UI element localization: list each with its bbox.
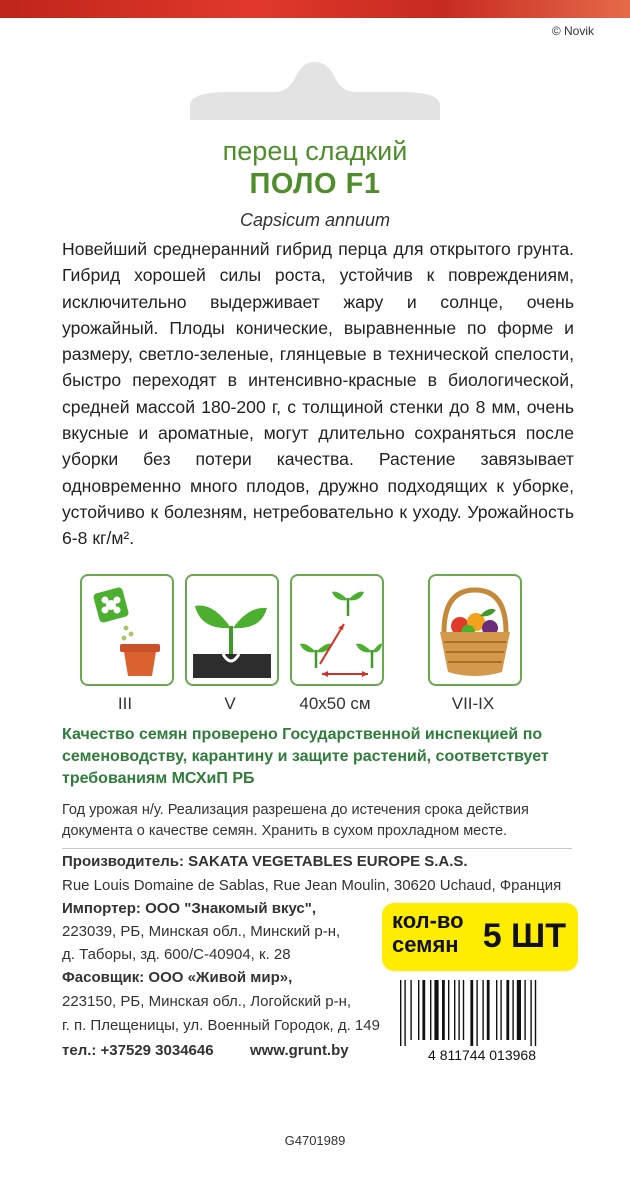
barcode-bar	[487, 980, 490, 1040]
website-link[interactable]: www.grunt.by	[250, 1042, 349, 1059]
seed-count-badge	[382, 903, 578, 971]
harvest-basket-icon	[428, 574, 522, 686]
icon-label-planting: 40x50 см	[299, 694, 371, 713]
producer-line	[62, 851, 468, 873]
seed-count-label-2: семян	[392, 932, 459, 957]
latin-name: Capsicum annuum	[239, 210, 391, 230]
product-title: ПОЛО F1	[249, 168, 381, 200]
importer-label	[62, 898, 316, 920]
top-red-band	[0, 0, 630, 18]
barcode-bar	[448, 980, 449, 1040]
packer-address-2: г. п. Плещеницы, ул. Военный Городок, д. 149	[62, 1017, 380, 1034]
product-subtitle: перец сладкий	[222, 136, 408, 166]
divider	[62, 848, 572, 849]
barcode-bar	[434, 980, 438, 1040]
hang-hole	[180, 60, 450, 120]
barcode	[388, 980, 576, 1062]
producer-address: Rue Louis Domaine de Sablas, Rue Jean Moulin, 30620 Uchaud, Франция	[62, 877, 562, 894]
phone: тел.: +37529 3034646	[62, 1042, 214, 1059]
harvest-note: Год урожая н/у. Реализация разрешена до истечения срока действия документа о качестве семян. Хранить в сухом прохладном месте.	[62, 802, 529, 839]
barcode-bar	[476, 980, 477, 1046]
sowing-pot-icon	[80, 574, 174, 686]
producer-name: SAKATA VEGETABLES EUROPE S.A.S.	[188, 853, 468, 870]
barcode-bar	[442, 980, 445, 1040]
barcode-bar	[454, 980, 455, 1040]
importer-address-2: д. Таборы, зд. 600/С-40904, к. 28	[62, 946, 291, 963]
icon-label-harvest: VII-IX	[451, 694, 495, 713]
importer-label-text: Импортер: ООО "Знакомый вкус",	[62, 900, 317, 917]
barcode-bar	[422, 980, 425, 1040]
barcode-bar	[400, 980, 401, 1046]
barcode-bar	[530, 980, 531, 1046]
seedling-icon	[185, 574, 279, 686]
barcode-bar	[404, 980, 405, 1046]
importer-address-1: 223039, РБ, Минская обл., Минский р-н,	[62, 923, 341, 940]
barcode-bar	[512, 980, 513, 1040]
seed-count-value: 5 ШТ	[482, 917, 566, 955]
icon-label-seedling: V	[224, 694, 236, 713]
barcode-bar	[458, 980, 459, 1040]
packer-label-text: Фасовщик: ООО «Живой мир»,	[62, 969, 293, 986]
barcode-bar	[410, 980, 411, 1040]
seed-count-label	[392, 909, 464, 957]
barcode-bar	[496, 980, 497, 1040]
packer-label	[62, 967, 292, 989]
packer-address-1: 223150, РБ, Минская обл., Логойский р-н,	[62, 993, 352, 1010]
barcode-bar	[470, 980, 473, 1046]
barcode-bar	[463, 980, 464, 1040]
product-code: G4701989	[284, 1133, 346, 1148]
planting-scheme-icon	[290, 574, 384, 686]
producer-label: Производитель:	[62, 853, 184, 870]
quality-note: Качество семян проверено Государственной инспекцией по семеноводству, карантину и защите растений, соответствует требованиям МСХиП РБ	[62, 726, 549, 787]
barcode-bar	[517, 980, 521, 1040]
icon-label-sowing: III	[117, 694, 133, 713]
barcode-bar	[500, 980, 501, 1040]
product-description: Новейший среднеранний гибрид перца для открытого грунта. Гибрид хорошей силы роста, устойчив к повреждениям, исключительно выдерживает жару и солнце, очень урожайный. Плоды конические, выравненные по форме и размеру, светло-зеленые, глянцевые в технической спелости, быстро переходят в интенсивно-красные в биологической, средней массой 180-200 г, с толщиной стенки до 8 мм, очень вкусные и ароматные, могут длительно сохраняться после уборки без потери качества. Растение завязывает одновременно много плодов, дружно подходящих к уборке, устойчиво к болезням, нетребовательно к уходу. Урожайность 6-8 кг/м².	[62, 239, 574, 549]
barcode-bar	[535, 980, 536, 1046]
seed-count-label-1: кол-во	[392, 908, 464, 933]
barcode-digits: 4 811744 013968	[428, 1047, 536, 1062]
barcode-bar	[506, 980, 509, 1040]
barcode-bar	[482, 980, 483, 1040]
copyright: © Novik	[551, 24, 594, 38]
barcode-bar	[430, 980, 431, 1040]
barcode-bar	[418, 980, 419, 1040]
barcode-bar	[524, 980, 525, 1040]
